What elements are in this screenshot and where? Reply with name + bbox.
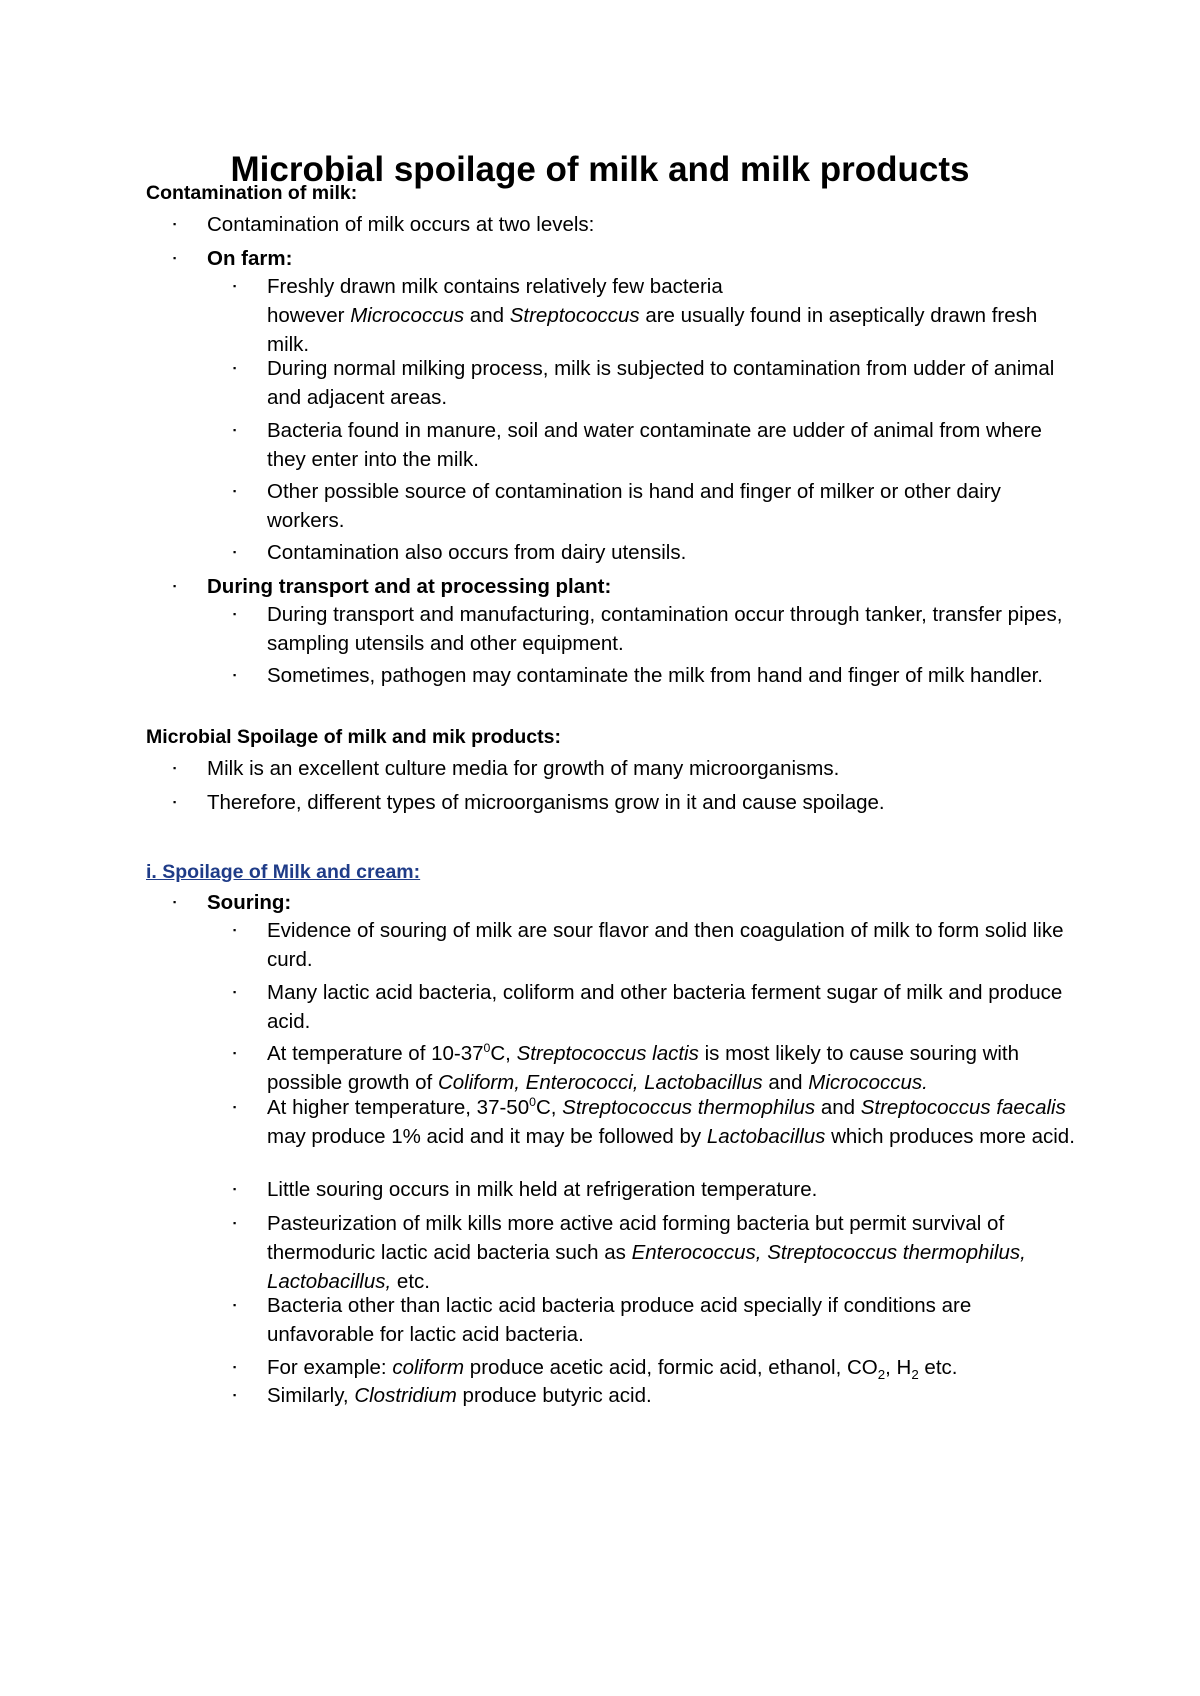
text-run: Pasteurization of milk kills more active acid forming bacteria but permit survival of thermoduric lactic acid bacteria such as	[267, 1212, 1005, 1264]
list-item	[233, 1175, 1077, 1204]
organism-name: Streptococcus lactis	[516, 1042, 699, 1065]
degree-mark: 0	[483, 1041, 491, 1056]
text-run: C,	[490, 1042, 517, 1065]
text-run: , H	[885, 1356, 912, 1379]
text-run: may produce 1% acid and it may be followed by	[267, 1125, 707, 1148]
list-item-text: Bacteria other than lactic acid bacteria produce acid specially if conditions are unfavorable for lactic acid bacteria.	[267, 1294, 972, 1346]
text-run: etc.	[918, 1356, 958, 1379]
organism-name: Micrococcus	[350, 304, 465, 327]
list-item	[233, 1381, 1077, 1410]
list-item	[233, 661, 1077, 690]
text-run: For example:	[267, 1356, 393, 1379]
subheading-transport: During transport and at processing plant:	[207, 575, 612, 598]
text-run: At higher temperature, 37-50	[267, 1096, 530, 1119]
organism-name: Enterococcus, Streptococcus thermophilus, Lactobacillus,	[267, 1241, 1026, 1293]
list-item-text: Therefore, different types of microorganisms grow in it and cause spoilage.	[207, 791, 885, 814]
list-item	[233, 1353, 1077, 1383]
text-run: and	[762, 1071, 809, 1094]
list-item	[233, 272, 1077, 359]
text-run: and	[815, 1096, 861, 1119]
list-item	[233, 416, 1077, 474]
bullet-icon: ▪	[233, 1390, 237, 1400]
list-item	[233, 978, 1077, 1036]
bullet-icon: ▪	[233, 363, 237, 373]
organism-name: Coliform, Enterococci, Lactobacillus	[437, 1071, 763, 1094]
bullet-icon: ▪	[233, 425, 237, 435]
section-heading-milk-cream[interactable]: i. Spoilage of Milk and cream:	[146, 861, 421, 883]
list-item	[233, 1209, 1077, 1296]
text-run: is most likely to cause souring with possible growth of	[267, 1042, 1020, 1094]
list-item-text: During transport and manufacturing, contamination occur through tanker, transfer pipes, sampling utensils and other equipment.	[267, 603, 1063, 655]
bullet-icon: ▪	[233, 1048, 237, 1058]
list-item	[233, 538, 1077, 567]
bullet-icon: ▪	[233, 1102, 237, 1112]
subheading-on-farm: On farm:	[207, 247, 293, 270]
list-item-text: Sometimes, pathogen may contaminate the milk from hand and finger of milk handler.	[267, 664, 1043, 687]
subscript: 2	[877, 1367, 886, 1383]
bullet-icon: ▪	[173, 253, 177, 263]
text-run: Similarly,	[267, 1384, 355, 1407]
text-run: At temperature of 10-37	[267, 1042, 484, 1065]
list-item-text: Freshly drawn milk contains relatively few bacteria	[267, 275, 723, 298]
bullet-icon: ▪	[233, 1300, 237, 1310]
section-heading-spoilage: Microbial Spoilage of milk and mik products:	[146, 726, 561, 748]
text-run: produce butyric acid.	[456, 1384, 652, 1407]
list-item-text: Evidence of souring of milk are sour flavor and then coagulation of milk to form solid like curd.	[267, 919, 1064, 971]
organism-name: Streptococcus thermophilus	[562, 1096, 816, 1119]
organism-name: Lactobacillus	[706, 1125, 826, 1148]
bullet-icon: ▪	[233, 609, 237, 619]
bullet-icon: ▪	[233, 1362, 237, 1372]
bullet-icon: ▪	[173, 897, 177, 907]
bullet-icon: ▪	[173, 219, 177, 229]
text-run: etc.	[391, 1270, 430, 1293]
list-item-text: During normal milking process, milk is subjected to contamination from udder of animal and adjacent areas.	[267, 357, 1055, 409]
list-item	[233, 916, 1077, 974]
organism-name: Streptococcus faecalis	[860, 1096, 1066, 1119]
bullet-icon: ▪	[173, 581, 177, 591]
list-item-text: Contamination also occurs from dairy utensils.	[267, 541, 687, 564]
list-item-text: Bacteria found in manure, soil and water contaminate are udder of animal from where they enter into the milk.	[267, 419, 1042, 471]
bullet-icon: ▪	[173, 797, 177, 807]
bullet-icon: ▪	[233, 1184, 237, 1194]
subscript: 2	[911, 1367, 919, 1383]
organism-name: Micrococcus.	[808, 1071, 928, 1094]
list-item	[173, 888, 1067, 917]
bullet-icon: ▪	[233, 547, 237, 557]
list-item	[173, 244, 1067, 273]
organism-name: Clostridium	[354, 1384, 457, 1407]
text-run: C,	[535, 1096, 563, 1119]
list-item	[233, 1039, 1077, 1097]
list-item-text: Contamination of milk occurs at two levels:	[207, 213, 595, 236]
list-item-text: Other possible source of contamination is hand and finger of milker or other dairy workers.	[267, 480, 1001, 532]
text-run: and	[464, 304, 510, 327]
subheading-souring: Souring:	[207, 891, 292, 914]
bullet-icon: ▪	[233, 281, 237, 291]
list-item	[233, 1291, 1077, 1349]
bullet-icon: ▪	[233, 1218, 237, 1228]
degree-mark: 0	[529, 1095, 536, 1110]
list-item	[173, 788, 1067, 817]
list-item	[233, 600, 1077, 658]
text-run: are usually found in aseptically drawn fresh milk.	[267, 304, 1038, 356]
bullet-icon: ▪	[233, 987, 237, 997]
list-item	[233, 477, 1077, 535]
text-run: which produces more acid.	[825, 1125, 1075, 1148]
text-run: however	[267, 304, 351, 327]
list-item-text: Little souring occurs in milk held at refrigeration temperature.	[267, 1178, 818, 1201]
bullet-icon: ▪	[173, 763, 177, 773]
bullet-icon: ▪	[233, 925, 237, 935]
bullet-icon: ▪	[233, 486, 237, 496]
bullet-icon: ▪	[233, 670, 237, 680]
list-item-text: Many lactic acid bacteria, coliform and other bacteria ferment sugar of milk and produce acid.	[267, 981, 1063, 1033]
list-item-text: Milk is an excellent culture media for growth of many microorganisms.	[207, 757, 840, 780]
organism-name: Streptococcus	[509, 304, 640, 327]
document-title: Microbial spoilage of milk and milk products	[230, 150, 970, 189]
list-item	[173, 754, 1067, 783]
list-item	[233, 1093, 1077, 1151]
list-item	[173, 210, 1067, 239]
organism-name: coliform	[392, 1356, 465, 1379]
list-item	[233, 354, 1077, 412]
section-heading-contamination: Contamination of milk:	[146, 182, 358, 204]
text-run: produce acetic acid, formic acid, ethanol, CO	[464, 1356, 878, 1379]
list-item	[173, 572, 1067, 601]
